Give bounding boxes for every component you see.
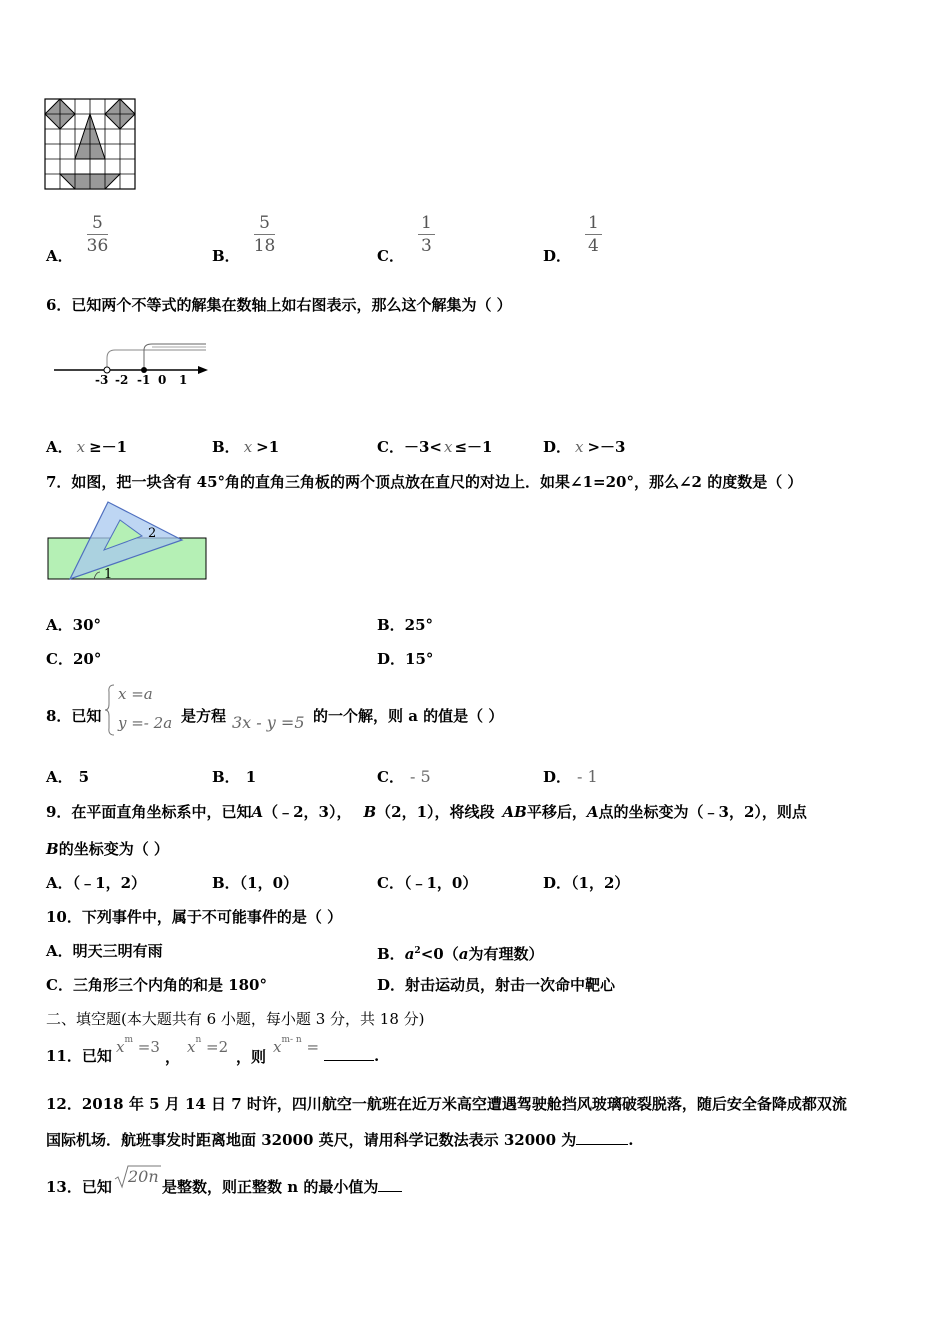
q7-option-c[interactable]: C．20° xyxy=(46,650,102,668)
q7-option-a[interactable]: A．30° xyxy=(46,616,102,634)
q6-stem: 6．已知两个不等式的解集在数轴上如右图表示，那么这个解集为（ ） xyxy=(46,296,512,314)
angle-2-label: 2 xyxy=(148,526,157,541)
q11-expr3: $x^{m- n}$ = xyxy=(273,1035,320,1056)
q6-option-a[interactable]: A． x ≥－1 xyxy=(46,438,128,456)
q5-option-a[interactable]: A． $\frac{5}{36}$ xyxy=(46,213,109,265)
q11-mid: ，则 xyxy=(236,1048,267,1066)
q11-sep: ， xyxy=(165,1048,181,1066)
q12-stem-line1: 12．2018 年 5 月 14 日 7 时许，四川航空一航班在近万米高空遭遇驾驶舱挡风玻璃破裂脱落，随后安全备降成都双流 xyxy=(46,1095,847,1113)
tick-label: 1 xyxy=(179,373,188,387)
q11-expr1: $x^m =3$ xyxy=(116,1035,160,1056)
q6-option-d[interactable]: D． x >－3 xyxy=(543,438,626,456)
tick-label: -2 xyxy=(115,373,129,387)
q8-option-b[interactable]: B． 1 xyxy=(212,768,257,786)
angle-1-label: 1 xyxy=(104,567,113,582)
number-line-figure xyxy=(52,340,212,390)
q6-option-b[interactable]: B． x >1 xyxy=(212,438,280,456)
q9-stem-line2: B的坐标变为（ ） xyxy=(46,840,169,858)
system-brace xyxy=(104,684,116,736)
q10-option-b[interactable]: B．$a^2<0(a$为有理数） xyxy=(377,945,544,963)
q8-option-d[interactable]: D． - 1 xyxy=(543,767,598,786)
triangle-ruler-figure xyxy=(46,500,210,584)
grid-figure xyxy=(44,98,136,190)
q12-stem-line2: 国际机场．航班事发时距离地面 32000 英尺，请用科学记数法表示 32000 为 . xyxy=(46,1131,634,1149)
q8-option-c[interactable]: C． - 5 xyxy=(377,767,431,786)
q9-option-a[interactable]: A．（﹣1，2） xyxy=(46,874,147,892)
q9-option-d[interactable]: D．（1，2） xyxy=(543,874,630,892)
q12-answer-blank[interactable] xyxy=(576,1130,628,1145)
q10-option-d[interactable]: D．射击运动员，射击一次命中靶心 xyxy=(377,976,616,994)
q11-stem: 11．已知 xyxy=(46,1047,112,1065)
q9-option-c[interactable]: C．（﹣1，0） xyxy=(377,874,478,892)
tick-label: 0 xyxy=(158,373,167,387)
q13-answer-blank[interactable] xyxy=(378,1177,402,1192)
tick-label: -1 xyxy=(137,373,151,387)
q10-stem: 10．下列事件中，属于不可能事件的是（ ） xyxy=(46,908,343,926)
section-heading: 二、填空题(本大题共有 6 小题，每小题 3 分，共 18 分) xyxy=(46,1010,425,1028)
q8-option-a[interactable]: A． 5 xyxy=(46,768,90,786)
q13-radicand: 20n xyxy=(128,1167,159,1186)
q5-option-d[interactable]: D． $\frac{1}{4}$ xyxy=(543,212,602,257)
q9-stem-line1: 9．在平面直角坐标系中，已知A（﹣2，3）， B（2，1），将线段 AB平移后，A点的坐标变为（﹣3，2），则点 xyxy=(46,803,807,821)
q8-mid: 是方程 xyxy=(181,707,227,725)
q7-option-b[interactable]: B．25° xyxy=(377,616,434,634)
q10-option-c[interactable]: C．三角形三个内角的和是 180° xyxy=(46,976,267,994)
q8-equation: 3x - y =5 xyxy=(232,713,305,732)
system-top: x =a xyxy=(118,685,153,703)
q5-option-b[interactable]: B． $\frac{5}{18}$ xyxy=(212,213,276,265)
q5-option-c[interactable]: C． $\frac{1}{3}$ xyxy=(377,212,435,257)
tick-label: -3 xyxy=(95,373,109,387)
q8-stem: 8．已知 xyxy=(46,707,102,725)
q13-stem: 13．已知 xyxy=(46,1178,112,1196)
q11-answer-blank[interactable]: . xyxy=(324,1046,379,1065)
q7-stem: 7．如图，把一块含有 45°角的直角三角板的两个顶点放在直尺的对边上．如果∠1=20°，那么∠2 的度数是（ ） xyxy=(46,473,803,491)
q13-suffix: 是整数，则正整数 n 的最小值为 xyxy=(162,1177,402,1197)
q11-expr2: $x^n =2$ xyxy=(187,1035,229,1056)
q8-suffix: 的一个解，则 a 的值是（ ） xyxy=(313,707,504,725)
q6-option-c[interactable]: C．－3< x ≤－1 xyxy=(377,438,493,456)
system-bottom: y =- 2a xyxy=(118,714,173,732)
q9-option-b[interactable]: B．（1，0） xyxy=(212,874,299,892)
q7-option-d[interactable]: D．15° xyxy=(377,650,434,668)
q10-option-a[interactable]: A．明天三明有雨 xyxy=(46,942,163,960)
